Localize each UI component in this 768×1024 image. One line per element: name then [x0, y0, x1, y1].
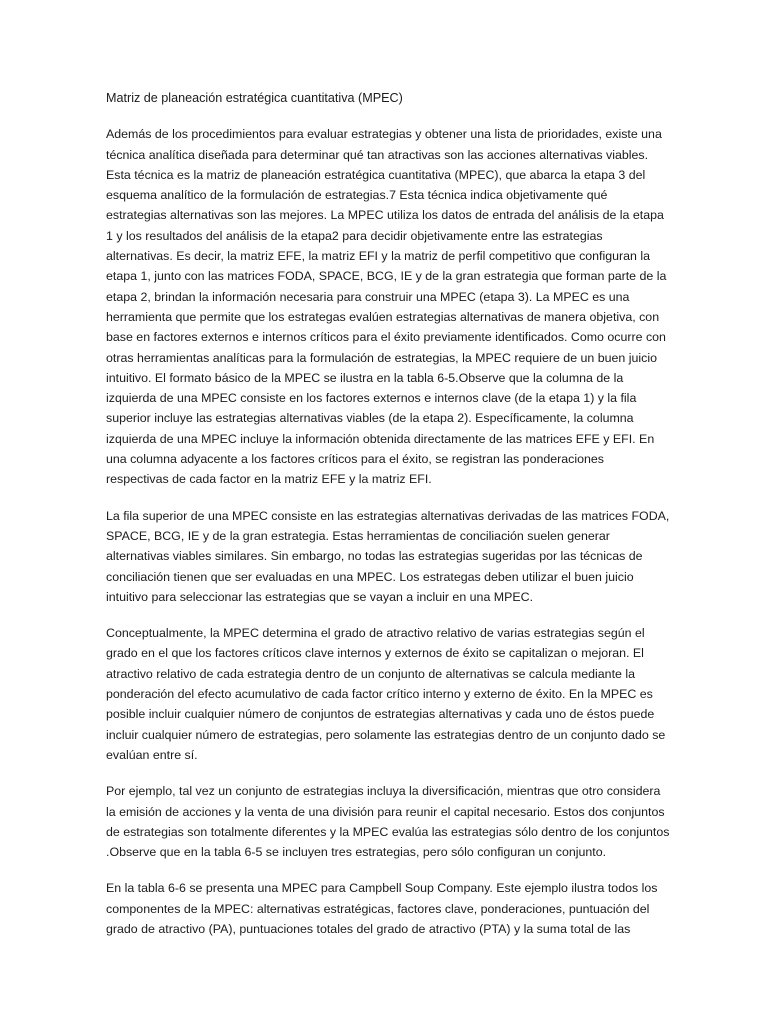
document-title: Matriz de planeación estratégica cuantitativa (MPEC) [106, 91, 403, 105]
paragraph-intro: Además de los procedimientos para evaluar estrategias y obtener una lista de prioridades, existe una técnica analítica diseñada para determinar qué tan atractivas son las acciones alternativas viables. Esta técnica es la matriz de planeación estratégica cuantitativa (MPEC), que abarca la etapa 3 del esquema analítico de la formulación de estrategias.7 Esta técnica indica objetivamente qué estrategias alternativas son las mejores. La MPEC utiliza los datos de entrada del análisis de la etapa 1 y los resultados del análisis de la etapa2 para decidir objetivamente entre las estrategias alternativas. Es decir, la matriz EFE, la matriz EFI y la matriz de perfil competitivo que configuran la etapa 1, junto con las matrices FODA, SPACE, BCG, IE y de la gran estrategia que forman parte de la etapa 2, brindan la información necesaria para construir una MPEC (etapa 3). La MPEC es una herramienta que permite que los estrategas evalúen estrategias alternativas de manera objetiva, con base en factores externos e internos críticos para el éxito previamente identificados. Como ocurre con otras herramientas analíticas para la formulación de estrategias, la MPEC requiere de un buen juicio intuitivo. El formato básico de la MPEC se ilustra en la tabla 6-5.Observe que la columna de la izquierda de una MPEC consiste en los factores externos e internos clave (de la etapa 1) y la fila superior incluye las estrategias alternativas viables (de la etapa 2). Específicamente, la columna izquierda de una MPEC incluye la información obtenida directamente de las matrices EFE y EFI. En una columna adyacente a los factores críticos para el éxito, se registran las ponderaciones respectivas de cada factor en la matriz EFE y la matriz EFI. [106, 127, 667, 487]
paragraph-top-row: La fila superior de una MPEC consiste en las estrategias alternativas derivadas de las matrices FODA, SPACE, BCG, IE y de la gran estrategia. Estas herramientas de conciliación suelen generar alternativas viables similares. Sin embargo, no todas las estrategias sugeridas por las técnicas de conciliación tienen que ser evaluadas en una MPEC. Los estrategas deben utilizar el buen juicio intuitivo para seleccionar las estrategias que se vayan a incluir en una MPEC. [106, 508, 670, 604]
paragraph-example: Por ejemplo, tal vez un conjunto de estrategias incluya la diversificación, mientras que otro considera la emisión de acciones y la venta de una división para reunir el capital necesario. Estos dos conjuntos de estrategias son totalmente diferentes y la MPEC evalúa las estrategias sólo dentro de los conjuntos .Observe que en la tabla 6-5 se incluyen tres estrategias, pero sólo configuran un conjunto. [106, 784, 670, 860]
paragraph-campbell: En la tabla 6-6 se presenta una MPEC para Campbell Soup Company. Este ejemplo ilustra todos los componentes de la MPEC: alternativas estratégicas, factores clave, ponderaciones, puntuación del grado de atractivo (PA), puntuaciones totales del grado de atractivo (PTA) y la suma total de las [106, 881, 658, 936]
paragraph-concept: Conceptualmente, la MPEC determina el grado de atractivo relativo de varias estrategias según el grado en el que los factores críticos clave internos y externos de éxito se capitalizan o mejoran. El atractivo relativo de cada estrategia dentro de un conjunto de alternativas se calcula mediante la ponderación del efecto acumulativo de cada factor crítico interno y externo de éxito. En la MPEC es posible incluir cualquier número de conjuntos de estrategias alternativas y cada uno de éstos puede incluir cualquier número de estrategias, pero solamente las estrategias dentro de un conjunto dado se evalúan entre sí. [106, 626, 666, 762]
